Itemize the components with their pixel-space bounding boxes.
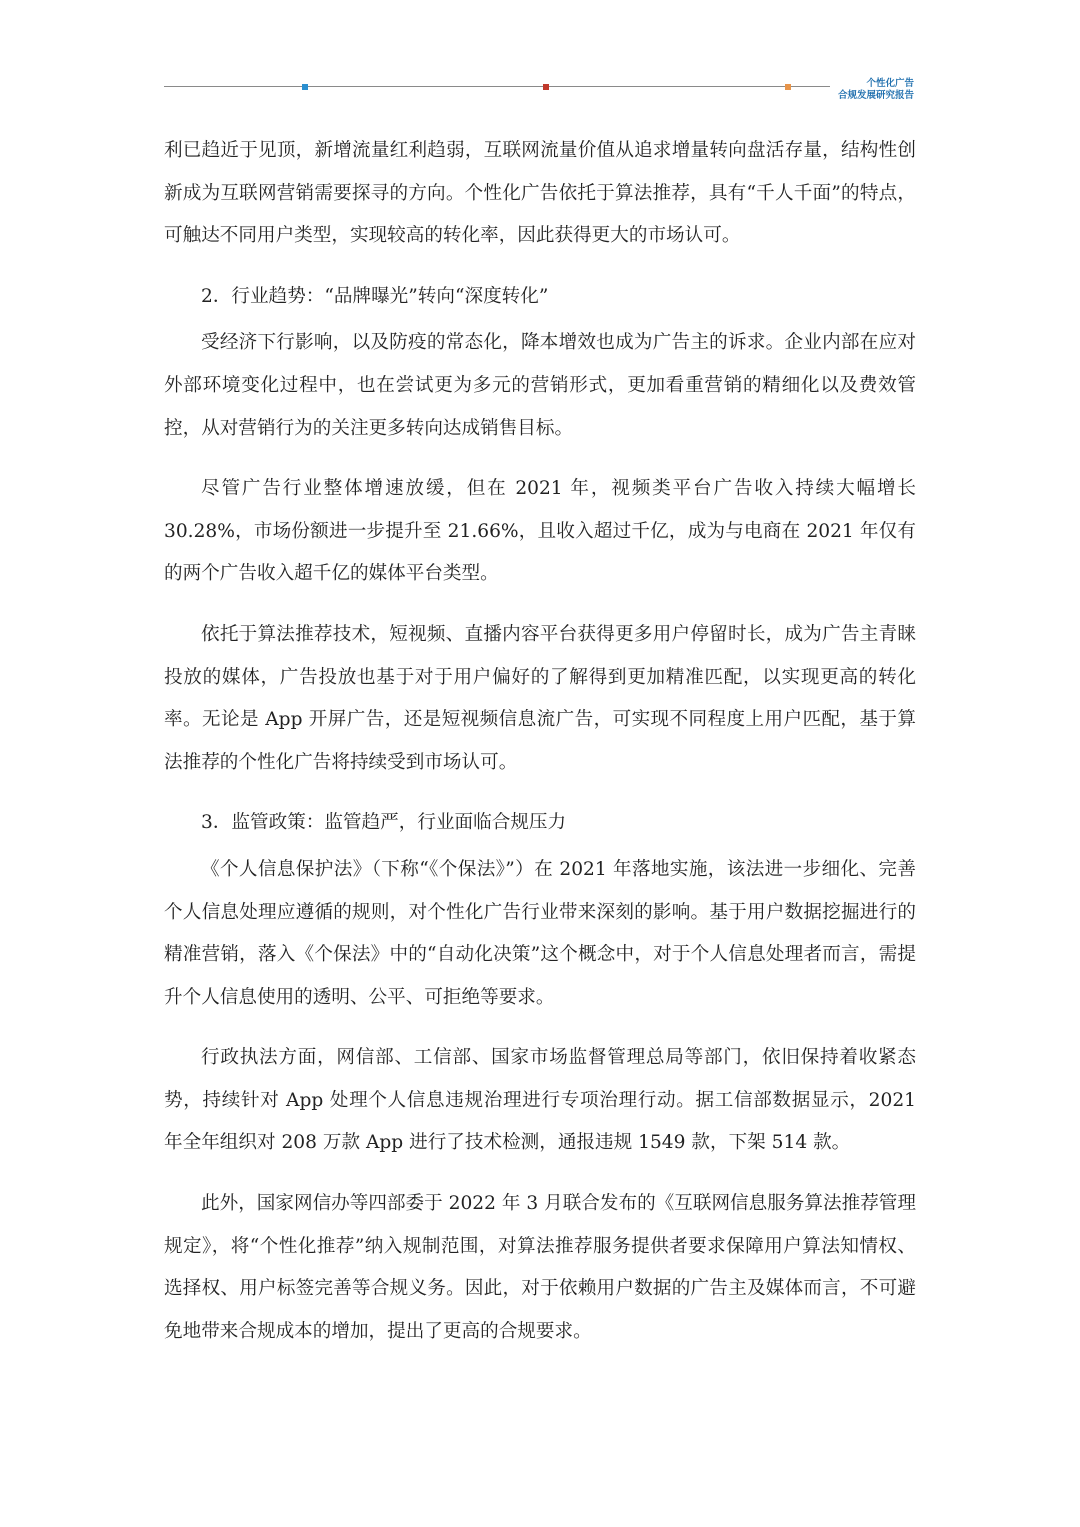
paragraph-economic-pressure: 受经济下行影响，以及防疫的常态化，降本增效也成为广告主的诉求。企业内部在应对外部环境变化过程中，也在尝试更为多元的营销形式，更加看重营销的精细化以及费效管控，从对营销行为的关注更多转向达成销售目标。 (164, 332, 916, 439)
header-marker-blue (302, 84, 308, 90)
header-rule (164, 86, 830, 87)
paragraph-algorithm-rules: 此外，国家网信办等四部委于 2022 年 3 月联合发布的《互联网信息服务算法推荐管理规定》，将“个性化推荐”纳入规制范围，对算法推荐服务提供者要求保障用户算法知情权、选择权、用户标签完善等合规义务。因此，对于依赖用户数据的广告主及媒体而言，不可避免地带来合规成本的增加，提出了更高的合规要求。 (164, 1193, 916, 1342)
paragraph-continued: 利已趋近于见顶，新增流量红利趋弱，互联网流量价值从追求增量转向盘活存量，结构性创新成为互联网营销需要探寻的方向。个性化广告依托于算法推荐，具有“千人千面”的特点，可触达不同用户类型，实现较高的转化率，因此获得更大的市场认可。 (164, 140, 916, 247)
page-header (0, 0, 1080, 120)
paragraph-enforcement: 行政执法方面，网信部、工信部、国家市场监督管理总局等部门，依旧保持着收紧态势，持续针对 App 处理个人信息违规治理进行专项治理行动。据工信部数据显示，2021 年全年组织对 208 万款 App 进行了技术检测，通报违规 1549 款，下架 514 款。 (164, 1047, 916, 1154)
paragraph-video-ad-revenue: 尽管广告行业整体增速放缓，但在 2021 年，视频类平台广告收入持续大幅增长 30.28%，市场份额进一步提升至 21.66%，且收入超过千亿，成为与电商在 2021 年仅有的两个广告收入超千亿的媒体平台类型。 (164, 478, 916, 585)
paragraph-algorithm-recommendation: 依托于算法推荐技术，短视频、直播内容平台获得更多用户停留时长，成为广告主青睐投放的媒体，广告投放也基于对于用户偏好的了解得到更加精准匹配，以实现更高的转化率。无论是 App 开屏广告，还是短视频信息流广告，可实现不同程度上用户匹配，基于算法推荐的个性化广告将持续受到市场认可。 (164, 623, 916, 773)
brand-line-1: 个性化广告 (866, 78, 914, 89)
document-body (164, 130, 916, 1371)
brand-line-2: 合规发展研究报告 (837, 90, 914, 101)
header-marker-red (543, 84, 549, 90)
report-brand (834, 78, 914, 102)
paragraph-pipl: 《个人信息保护法》（下称“《个保法》”）在 2021 年落地实施，该法进一步细化、完善个人信息处理应遵循的规则，对个性化广告行业带来深刻的影响。基于用户数据挖掘进行的精准营销，落入《个保法》中的“自动化决策”这个概念中，对于个人信息处理者而言，需提升个人信息使用的透明、公平、可拒绝等要求。 (164, 858, 916, 1008)
section-heading-industry-trend: 2．行业趋势：“品牌曝光”转向“深度转化” (201, 285, 549, 307)
section-heading-regulation: 3．监管政策：监管趋严，行业面临合规压力 (201, 812, 567, 834)
header-marker-orange (785, 84, 791, 90)
